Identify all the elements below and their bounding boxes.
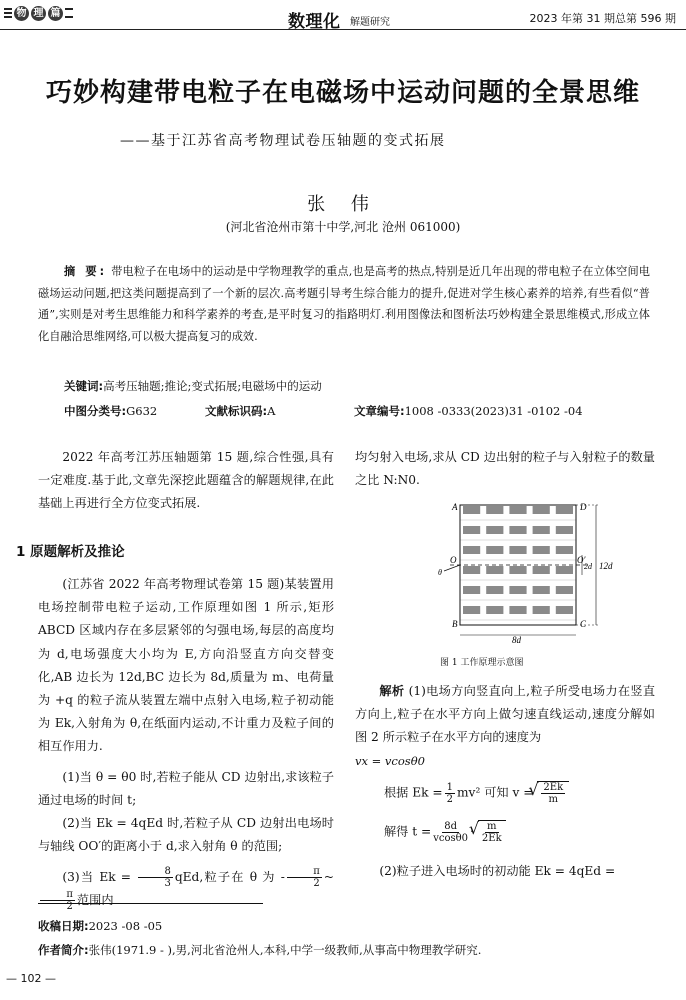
label-2d: 2d xyxy=(584,562,592,571)
clc-value: G632 xyxy=(126,404,158,418)
vx-equation: vx = vcosθ0 xyxy=(355,754,425,768)
equation-2 xyxy=(384,820,684,844)
field-layer-cell xyxy=(463,566,480,574)
question-3 xyxy=(38,866,334,912)
keywords-text: 高考压轴题;推论;变式拓展;电磁场中的运动 xyxy=(103,379,322,393)
question-1: (1)当 θ = θ0 时,若粒子能从 CD 边射出,求该粒子通过电场的时间 t; xyxy=(38,770,334,808)
fraction-denominator: 2 xyxy=(66,901,73,913)
field-layer-cell xyxy=(486,566,503,574)
problem-statement: (江苏省 2022 年高考物理试卷第 15 题)某装置用电场控制带电粒子运动,工作原理如图 1 所示,矩形 ABCD 区域内存在多层紧邻的匀强电场,每层的高度均为 d,电场强度大小均为 E,方向沿竖直方向交替变化,AB 边长为 12d,BC 边长为 8d,质量为 m、电荷量为 +q 的粒子流从装置左端中点射入电场,粒子初动能为 Ek,入射角为 θ,在纸面内运动,不计重力及粒子间的相互作用力. xyxy=(38,577,334,754)
abstract-label: 摘 要: xyxy=(64,265,108,278)
author-name: 张 伟 xyxy=(307,194,379,215)
fraction-numerator: √ m xyxy=(487,821,497,832)
fraction-denominator: 2Ek xyxy=(481,833,502,844)
doc-code xyxy=(205,403,275,419)
solution-part-2: (2)粒子进入电场时的初动能 Ek = 4qEd = xyxy=(379,864,616,878)
author-affiliation: (河北省沧州市第十中学,河北 沧州 061000) xyxy=(225,220,461,234)
fraction xyxy=(287,866,322,889)
fraction-denominator: m xyxy=(548,794,559,805)
field-layer-cell xyxy=(463,506,480,514)
label-c: C xyxy=(580,619,587,629)
label-d: D xyxy=(580,502,587,512)
square-root xyxy=(537,781,569,805)
question-2: (2)当 Ek = 4qEd 时,若粒子从 CD 边射出电场时与轴线 OO′的距离小于 d,求入射角 θ 的范围; xyxy=(38,816,334,854)
fraction xyxy=(482,821,502,844)
fraction xyxy=(445,782,455,805)
page-number: — 102 — xyxy=(6,972,56,985)
abstract-text: 带电粒子在电场中的运动是中学物理教学的重点,也是高考的热点,特别是近几年出现的带电粒子在立体空间电磁场运动问题,把这类问题提高到了一个新的层次.高考题引导考生综合能力的提升,促进对学生核心素养的培养,有些看似“普通”,实则是对考生思维能力和科学素养的考查,是平时复习的指路明灯.利用图像法和图析法巧妙构建全景思维模式,形成立体化自融洽思维网络,可以极大提高复习的成效. xyxy=(38,265,650,343)
field-layer-cell xyxy=(463,586,480,594)
author-bio-value: 张伟(1971.9 - ),男,河北省沧州人,本科,中学一级教师,从事高中物理教学研究. xyxy=(88,943,482,957)
issue-info: 2023 年第 31 期总第 596 期 xyxy=(529,12,676,25)
article-number xyxy=(354,403,583,419)
fraction xyxy=(433,821,468,844)
fraction-numerator: 8d xyxy=(444,820,458,832)
field-layer-cell xyxy=(509,566,526,574)
field-layer-cell xyxy=(556,606,573,614)
fraction-numerator: π xyxy=(287,866,322,878)
author-bio xyxy=(38,942,481,958)
article-number-label: 文章编号: xyxy=(354,404,405,418)
eq1-text: 根据 Ek = xyxy=(384,785,443,800)
received-date xyxy=(38,918,162,934)
field-layer-cell xyxy=(463,546,480,554)
field-layer-cell xyxy=(556,546,573,554)
field-layer-cell xyxy=(533,606,550,614)
field-layer-cell xyxy=(509,546,526,554)
q3-text: 范围内 xyxy=(76,893,114,908)
section-name: 解题研究 xyxy=(350,17,390,28)
q3-text: ~ xyxy=(323,870,335,884)
field-layer-cell xyxy=(509,586,526,594)
fraction xyxy=(40,889,75,912)
clc-label: 中图分类号: xyxy=(64,404,127,418)
fraction-numerator: π xyxy=(40,889,75,901)
field-layers xyxy=(460,506,576,620)
fraction-denominator: 2 xyxy=(446,793,453,805)
field-layer-cell xyxy=(533,526,550,534)
field-layer-cell xyxy=(509,526,526,534)
fraction-denominator: 2 xyxy=(313,878,320,889)
eq1-text: mv² 可知 v = xyxy=(457,785,534,800)
figure-1-diagram xyxy=(430,495,640,645)
equation-1 xyxy=(384,781,684,805)
field-layer-cell xyxy=(463,526,480,534)
journal-logo xyxy=(4,4,73,22)
footnote-rule xyxy=(38,903,263,904)
incident-ray xyxy=(444,565,460,571)
received-value: 2023 -08 -05 xyxy=(88,919,163,933)
article-title: 巧妙构建带电粒子在电磁场中运动问题的全景思维 xyxy=(45,78,640,108)
fraction-numerator: √ 2Ek xyxy=(543,782,564,793)
magazine-name: 数理化 xyxy=(288,12,341,32)
fraction-numerator: 1 xyxy=(446,781,453,793)
field-layer-cell xyxy=(533,586,550,594)
field-layer-cell xyxy=(533,566,550,574)
field-layer-cell xyxy=(509,606,526,614)
field-layer-cell xyxy=(486,546,503,554)
field-layer-cell xyxy=(533,506,550,514)
label-o-prime: O′ xyxy=(577,555,586,565)
square-root xyxy=(478,820,506,844)
clc-number xyxy=(64,403,157,419)
received-label: 收稿日期: xyxy=(38,919,89,933)
logo-char: 篇 xyxy=(48,6,63,21)
field-layer-cell xyxy=(486,526,503,534)
label-theta: θ xyxy=(438,568,442,577)
q3-text: qEd,粒子在 θ 为 - xyxy=(174,870,285,884)
article-subtitle: ——基于江苏省高考物理试卷压轴题的变式拓展 xyxy=(120,133,446,149)
logo-char: 物 xyxy=(14,6,29,21)
label-12d: 12d xyxy=(599,561,613,571)
field-layer-cell xyxy=(556,526,573,534)
intro-paragraph: 2022 年高考江苏压轴题第 15 题,综合性强,具有一定难度.基于此,文章先深挖此题蕴含的解题规律,在此基础上再进行全方位变式拓展. xyxy=(38,450,334,511)
field-layer-cell xyxy=(486,506,503,514)
fraction-denominator: 3 xyxy=(164,878,171,889)
field-layer-cell xyxy=(486,606,503,614)
q3-text: (3)当 Ek = xyxy=(62,870,137,884)
section-heading: 1 原题解析及推论 xyxy=(16,544,125,560)
logo-char: 理 xyxy=(31,6,46,21)
eq2-text: 解得 t = xyxy=(384,824,432,839)
field-layer-cell xyxy=(556,586,573,594)
fraction-denominator: vcosθ0 xyxy=(433,832,469,844)
header-rule xyxy=(0,29,686,30)
fraction xyxy=(541,782,565,805)
field-layer-cell xyxy=(509,506,526,514)
field-layer-cell xyxy=(556,506,573,514)
solution-label: 解析 xyxy=(379,684,405,698)
solution-part-1 xyxy=(355,680,655,750)
doc-code-label: 文献标识码: xyxy=(205,404,268,418)
logo-bars-icon xyxy=(65,8,73,18)
article-number-value: 1008 -0333(2023)31 -0102 -04 xyxy=(404,404,583,418)
label-b: B xyxy=(452,619,458,629)
field-layer-cell xyxy=(533,546,550,554)
logo-bars-icon xyxy=(4,8,12,18)
label-8d: 8d xyxy=(512,635,521,645)
doc-code-value: A xyxy=(267,404,276,418)
fraction-numerator: 8 xyxy=(138,866,173,878)
field-layer-cell xyxy=(463,606,480,614)
label-a: A xyxy=(452,502,458,512)
figure-1-caption: 图 1 工作原理示意图 xyxy=(440,658,524,668)
keywords xyxy=(64,378,322,394)
abstract xyxy=(38,261,650,347)
keywords-label: 关键词: xyxy=(64,379,104,393)
field-layer-cell xyxy=(486,586,503,594)
field-layer-cell xyxy=(556,566,573,574)
fraction xyxy=(138,866,173,889)
eq2-text: · xyxy=(470,824,474,839)
label-o: O xyxy=(450,555,457,565)
author-bio-label: 作者简介: xyxy=(38,943,89,957)
question-3-continued: 均匀射入电场,求从 CD 边出射的粒子与入射粒子的数量之比 N:N0. xyxy=(355,450,655,488)
solution-text: (1)电场方向竖直向上,粒子所受电场力在竖直方向上,粒子在水平方向上做匀速直线运动,速度分解如图 2 所示粒子在水平方向的速度为 xyxy=(355,684,656,745)
